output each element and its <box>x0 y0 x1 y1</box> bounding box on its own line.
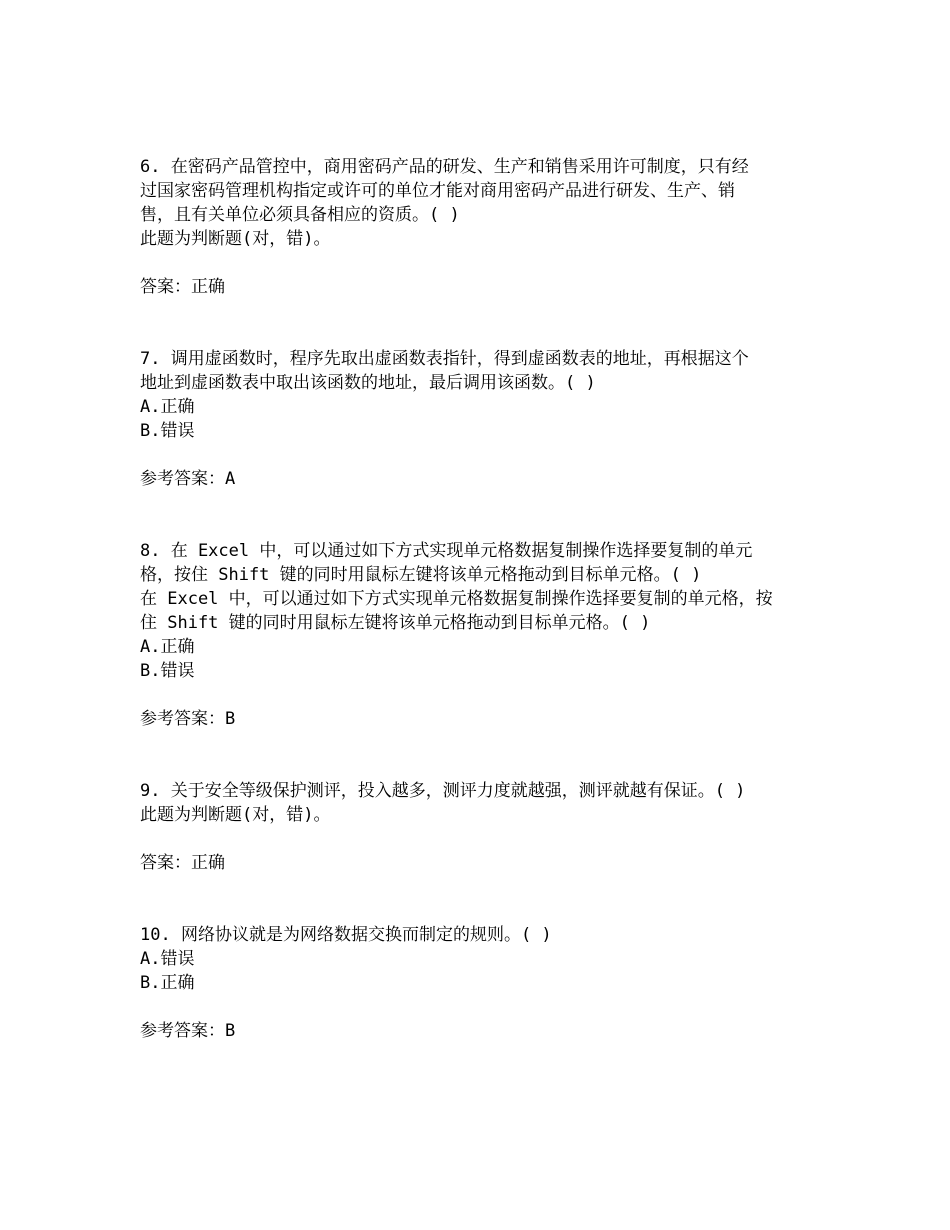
question-9 <box>140 779 820 875</box>
option-a: A.正确 <box>140 637 195 657</box>
answer-text: 答案：正确 <box>140 853 225 873</box>
answer-text: 答案：正确 <box>140 277 225 297</box>
option-b: B.错误 <box>140 421 195 441</box>
question-stem-line: 7. 调用虚函数时，程序先取出虚函数表指针，得到虚函数表的地址，再根据这个 <box>140 349 749 369</box>
question-stem-line: 6. 在密码产品管控中，商用密码产品的研发、生产和销售采用许可制度，只有经 <box>140 157 749 177</box>
answer-text: 参考答案：B <box>140 709 236 729</box>
question-stem-line: 10. 网络协议就是为网络数据交换而制定的规则。( ) <box>140 925 552 945</box>
option-b: B.正确 <box>140 973 195 993</box>
answer-text: 参考答案：B <box>140 1021 236 1041</box>
question-type-note: 此题为判断题(对，错)。 <box>140 229 331 249</box>
question-stem-line: 格，按住 Shift 键的同时用鼠标左键将该单元格拖动到目标单元格。( ) <box>140 565 702 585</box>
question-8 <box>140 539 820 731</box>
question-stem-line: 住 Shift 键的同时用鼠标左键将该单元格拖动到目标单元格。( ) <box>140 613 651 633</box>
question-6 <box>140 155 820 299</box>
question-stem-line: 地址到虚函数表中取出该函数的地址，最后调用该函数。( ) <box>140 373 596 393</box>
question-type-note: 此题为判断题(对，错)。 <box>140 805 331 825</box>
question-stem-line: 8. 在 Excel 中，可以通过如下方式实现单元格数据复制操作选择要复制的单元 <box>140 541 753 561</box>
question-10 <box>140 923 820 1043</box>
question-stem-line: 9. 关于安全等级保护测评，投入越多，测评力度就越强，测评就越有保证。( ) <box>140 781 746 801</box>
answer-text: 参考答案：A <box>140 469 236 489</box>
question-stem-line: 在 Excel 中，可以通过如下方式实现单元格数据复制操作选择要复制的单元格，按 <box>140 589 773 609</box>
question-stem-line: 售，且有关单位必须具备相应的资质。( ) <box>140 205 460 225</box>
question-7 <box>140 347 820 491</box>
question-stem-line: 过国家密码管理机构指定或许可的单位才能对商用密码产品进行研发、生产、销 <box>140 181 735 201</box>
option-b: B.错误 <box>140 661 195 681</box>
option-a: A.正确 <box>140 397 195 417</box>
option-a: A.错误 <box>140 949 195 969</box>
